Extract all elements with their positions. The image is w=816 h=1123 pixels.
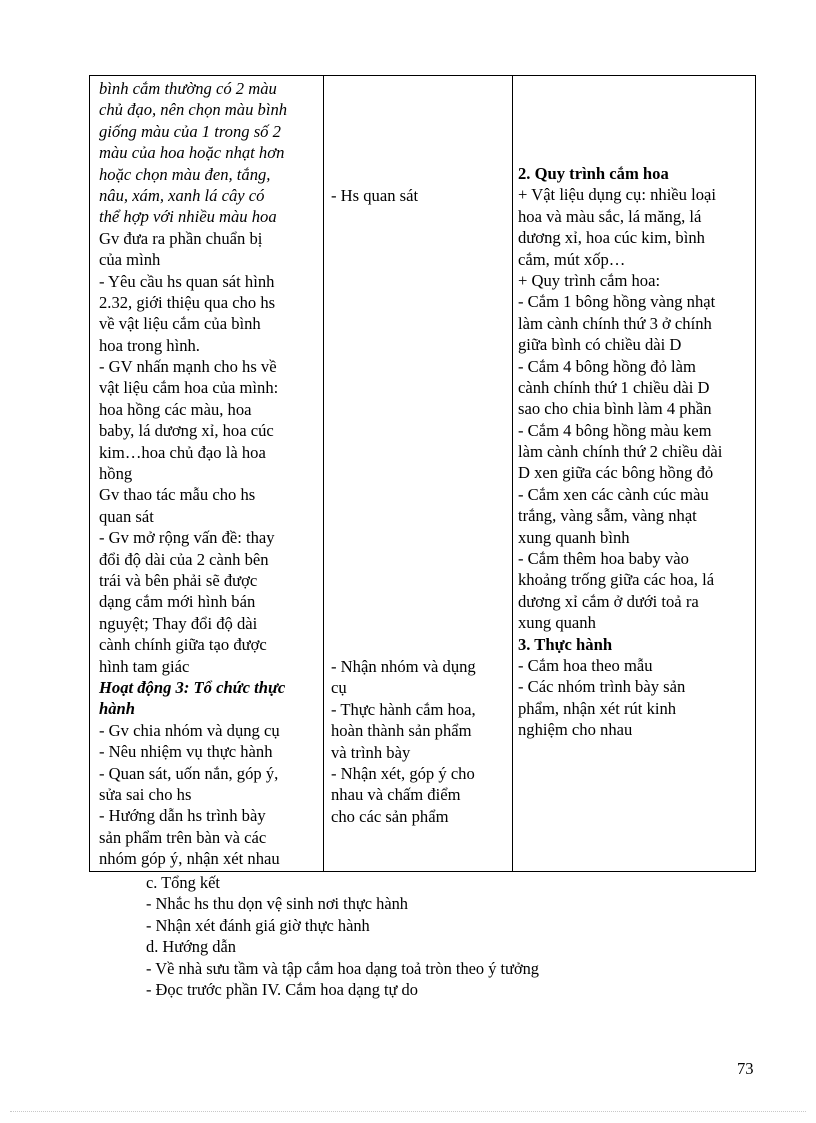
text-line: - Cắm 1 bông hồng vàng nhạt — [518, 292, 716, 312]
text-line: - Cắm 4 bông hồng đỏ làm — [518, 356, 696, 376]
text-line: xung quanh — [518, 613, 596, 633]
text-line: + Vật liệu dụng cụ: nhiều loại — [518, 185, 716, 205]
lesson-table — [89, 75, 756, 872]
content-column — [518, 163, 753, 741]
text-line: - GV nhấn mạnh cho hs về — [99, 357, 277, 377]
text-line: nhau và chấm điểm — [331, 785, 461, 805]
text-line: về vật liệu cắm của bình — [99, 314, 261, 334]
text-line: D xen giữa các bông hồng đỏ — [518, 463, 714, 483]
text-line: của mình — [99, 250, 161, 270]
text-line: - Cắm 4 bông hồng màu kem — [518, 420, 712, 440]
text-line: - Thực hành cắm hoa, — [331, 699, 476, 719]
student-activity-bottom — [331, 656, 506, 827]
page-number: 73 — [737, 1059, 754, 1078]
text-line: - Cắm thêm hoa baby vào — [518, 549, 689, 569]
text-line: cành chính thứ 1 chiều dài D — [518, 377, 710, 397]
column-divider — [512, 76, 513, 871]
text-line: 2.32, giới thiệu qua cho hs — [99, 292, 276, 312]
text-line: xung quanh bình — [518, 527, 630, 547]
text-line: đổi độ dài của 2 cành bên — [99, 549, 269, 569]
text-line: bình cắm thường có 2 màu — [99, 79, 277, 98]
text-line: chủ đạo, nên chọn màu bình — [99, 100, 288, 120]
text-line: - Gv chia nhóm và dụng cụ — [99, 720, 280, 740]
text-line: - Nhắc hs thu dọn vệ sinh nơi thực hành — [146, 894, 409, 914]
text-line: làm cành chính thứ 3 ở chính — [518, 313, 712, 333]
text-line: - Các nhóm trình bày sản — [518, 677, 686, 697]
text-line: sản phẩm trên bàn và các — [99, 827, 267, 847]
text-line: sao cho chia bình làm 4 phần — [518, 399, 712, 419]
text-line: - Cắm hoa theo mẫu — [518, 655, 653, 675]
text-line: - Nêu nhiệm vụ thực hành — [99, 742, 273, 762]
student-activity-top — [331, 185, 506, 206]
text-line: giữa bình có chiều dài D — [518, 335, 682, 355]
section-heading: d. Hướng dẫn — [146, 937, 236, 957]
text-line: - Hướng dẫn hs trình bày — [99, 806, 266, 826]
text-line: giống màu của 1 trong số 2 — [99, 121, 281, 141]
lesson-wrapup — [146, 872, 539, 1000]
text-line: nâu, xám, xanh lá cây có — [99, 185, 265, 205]
footer-rule — [10, 1111, 806, 1112]
text-line: cụ — [331, 678, 347, 698]
text-line: màu của hoa hoặc nhạt hơn — [99, 143, 285, 163]
text-line: nghiệm cho nhau — [518, 720, 633, 740]
text-line: làm cành chính thứ 2 chiều dài — [518, 442, 723, 462]
text-line: - Hs quan sát — [331, 186, 419, 205]
text-line: - Nhận xét, góp ý cho — [331, 763, 475, 783]
text-line: + Quy trình cắm hoa: — [518, 270, 661, 290]
text-line: nhóm góp ý, nhận xét nhau — [99, 849, 280, 869]
text-line: baby, lá dương xỉ, hoa cúc — [99, 421, 274, 441]
section-heading: 3. Thực hành — [518, 634, 613, 654]
activity-heading: Hoạt động 3: Tổ chức thực — [99, 677, 286, 697]
activity-heading: hành — [99, 699, 135, 719]
column-divider — [323, 76, 324, 871]
text-line: hồng — [99, 464, 133, 484]
text-line: dạng cắm mới hình bán — [99, 592, 256, 612]
section-heading: 2. Quy trình cắm hoa — [518, 164, 669, 183]
text-line: - Gv mở rộng vấn đề: thay — [99, 528, 275, 548]
text-line: - Yêu cầu hs quan sát hình — [99, 271, 275, 291]
text-line: quan sát — [99, 506, 154, 526]
text-line: trái và bên phải sẽ được — [99, 570, 258, 590]
text-line: khoảng trống giữa các hoa, lá — [518, 570, 715, 590]
text-line: dương xỉ, hoa cúc kim, bình — [518, 228, 705, 248]
text-line: kim…hoa chủ đạo là hoa — [99, 442, 266, 462]
text-line: cho các sản phẩm — [331, 806, 449, 826]
text-line: Gv đưa ra phần chuẩn bị — [99, 228, 263, 248]
text-line: phẩm, nhận xét rút kinh — [518, 698, 677, 718]
text-line: hoa trong hình. — [99, 335, 200, 355]
text-line: nguyệt; Thay đổi độ dài — [99, 613, 258, 633]
text-line: vật liệu cắm hoa của mình: — [99, 378, 279, 398]
text-line: hoặc chọn màu đen, tắng, — [99, 164, 271, 184]
text-line: hoa và màu sắc, lá măng, lá — [518, 206, 702, 226]
text-line: hoa hồng các màu, hoa — [99, 399, 252, 419]
text-line: Gv thao tác mẫu cho hs — [99, 485, 256, 505]
text-line: hình tam giác — [99, 656, 190, 676]
text-line: - Đọc trước phần IV. Cắm hoa dạng tự do — [146, 979, 418, 999]
text-line: và trình bày — [331, 742, 411, 762]
text-line: cắm, mút xốp… — [518, 249, 626, 269]
text-line: trắng, vàng sẫm, vàng nhạt — [518, 506, 697, 526]
text-line: sửa sai cho hs — [99, 784, 192, 804]
text-line: - Nhận xét đánh giá giờ thực hành — [146, 915, 370, 935]
text-line: hoàn thành sản phẩm — [331, 721, 472, 741]
section-heading: c. Tổng kết — [146, 873, 220, 892]
text-line: - Về nhà sưu tầm và tập cắm hoa dạng toả tròn theo ý tưởng — [146, 958, 539, 978]
text-line: thể hợp với nhiều màu hoa — [99, 207, 277, 227]
text-line: - Quan sát, uốn nắn, góp ý, — [99, 763, 279, 783]
text-line: dương xỉ cắm ở dưới toả ra — [518, 591, 699, 611]
teacher-activity-column — [99, 78, 321, 869]
text-line: - Nhận nhóm và dụng — [331, 657, 476, 676]
text-line: cành chính giữa tạo được — [99, 635, 267, 655]
text-line: - Cắm xen các cành cúc màu — [518, 484, 709, 504]
